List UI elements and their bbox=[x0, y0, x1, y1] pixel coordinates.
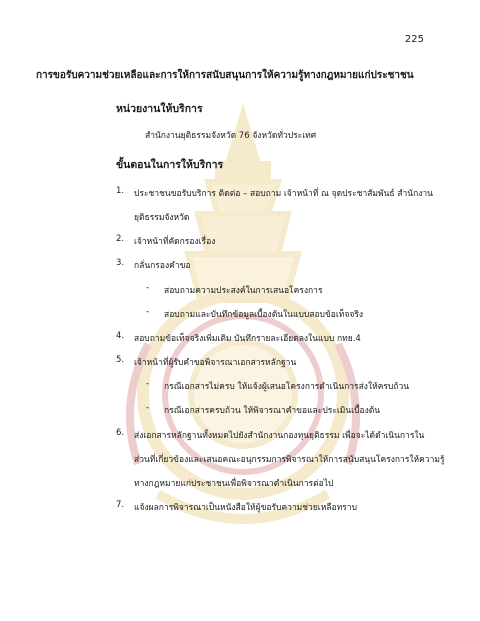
bullet-dash: - bbox=[146, 403, 150, 413]
step-number: 3. bbox=[116, 258, 125, 268]
sub-item-text: กรณีเอกสารครบถ้วน ให้พิจารณาคำขอและประเมินเบื้องต้น bbox=[164, 406, 381, 416]
step-number: 6. bbox=[116, 428, 125, 438]
bullet-dash: - bbox=[146, 379, 150, 389]
step-text: สอบถามข้อเท็จจริงเพิ่มเติม บันทึกรายละเอียดลงในแบบ กทย.4 bbox=[134, 334, 361, 344]
step-text: กลั่นกรองคำขอ bbox=[134, 261, 191, 271]
step-text: ประชาชนขอรับบริการ ติดต่อ – สอบถาม เจ้าหน้าที่ ณ จุดประชาสัมพันธ์ สำนักงาน bbox=[134, 189, 433, 199]
step-number: 4. bbox=[116, 331, 125, 341]
step-text: เจ้าหน้าที่ผู้รับคำขอพิจารณาเอกสารหลักฐาน bbox=[134, 358, 297, 368]
step-text-continued: ยุติธรรมจังหวัด bbox=[134, 213, 190, 223]
service-unit-text: สำนักงานยุติธรรมจังหวัด 76 จังหวัดทั่วประเทศ bbox=[145, 131, 317, 141]
step-number: 5. bbox=[116, 355, 125, 365]
step-number: 1. bbox=[116, 186, 125, 196]
sub-item-text: กรณีเอกสารไม่ครบ ให้แจ้งผู้เสนอโครงการดำเนินการส่งให้ครบถ้วน bbox=[164, 382, 410, 392]
document-title: การขอรับความช่วยเหลือและการให้การสนับสนุนการให้ความรู้ทางกฎหมายแก่ประชาชน bbox=[36, 70, 414, 81]
step-text-continued: ทางกฎหมายแก่ประชาชนเพื่อพิจารณาดำเนินการต่อไป bbox=[134, 479, 334, 489]
step-text-continued: ส่วนที่เกี่ยวข้องและเสนอคณะอนุกรรมการพิจารณาให้การสนับสนุนโครงการให้ความรู้ bbox=[134, 455, 445, 465]
step-number: 2. bbox=[116, 234, 125, 244]
page-number: 225 bbox=[404, 34, 424, 45]
step-text: ส่งเอกสารหลักฐานทั้งหมดไปยังสำนักงานกองทุนยุติธรรม เพื่อจะได้ดำเนินการใน bbox=[134, 431, 425, 441]
bullet-dash: - bbox=[146, 307, 150, 317]
sub-item-text: สอบถามความประสงค์ในการเสนอโครงการ bbox=[164, 286, 323, 296]
procedure-heading: ขั้นตอนในการให้บริการ bbox=[116, 159, 224, 171]
sub-item-text: สอบถามและบันทึกข้อมูลเบื้องต้นในแบบสอบข้อเท็จจริง bbox=[164, 310, 364, 320]
step-text: แจ้งผลการพิจารณาเป็นหนังสือให้ผู้ขอรับความช่วยเหลือทราบ bbox=[134, 503, 357, 513]
bullet-dash: - bbox=[146, 283, 150, 293]
step-number: 7. bbox=[116, 500, 125, 510]
service-unit-heading: หน่วยงานให้บริการ bbox=[116, 103, 203, 115]
step-text: เจ้าหน้าที่คัดกรองเรื่อง bbox=[134, 237, 216, 247]
